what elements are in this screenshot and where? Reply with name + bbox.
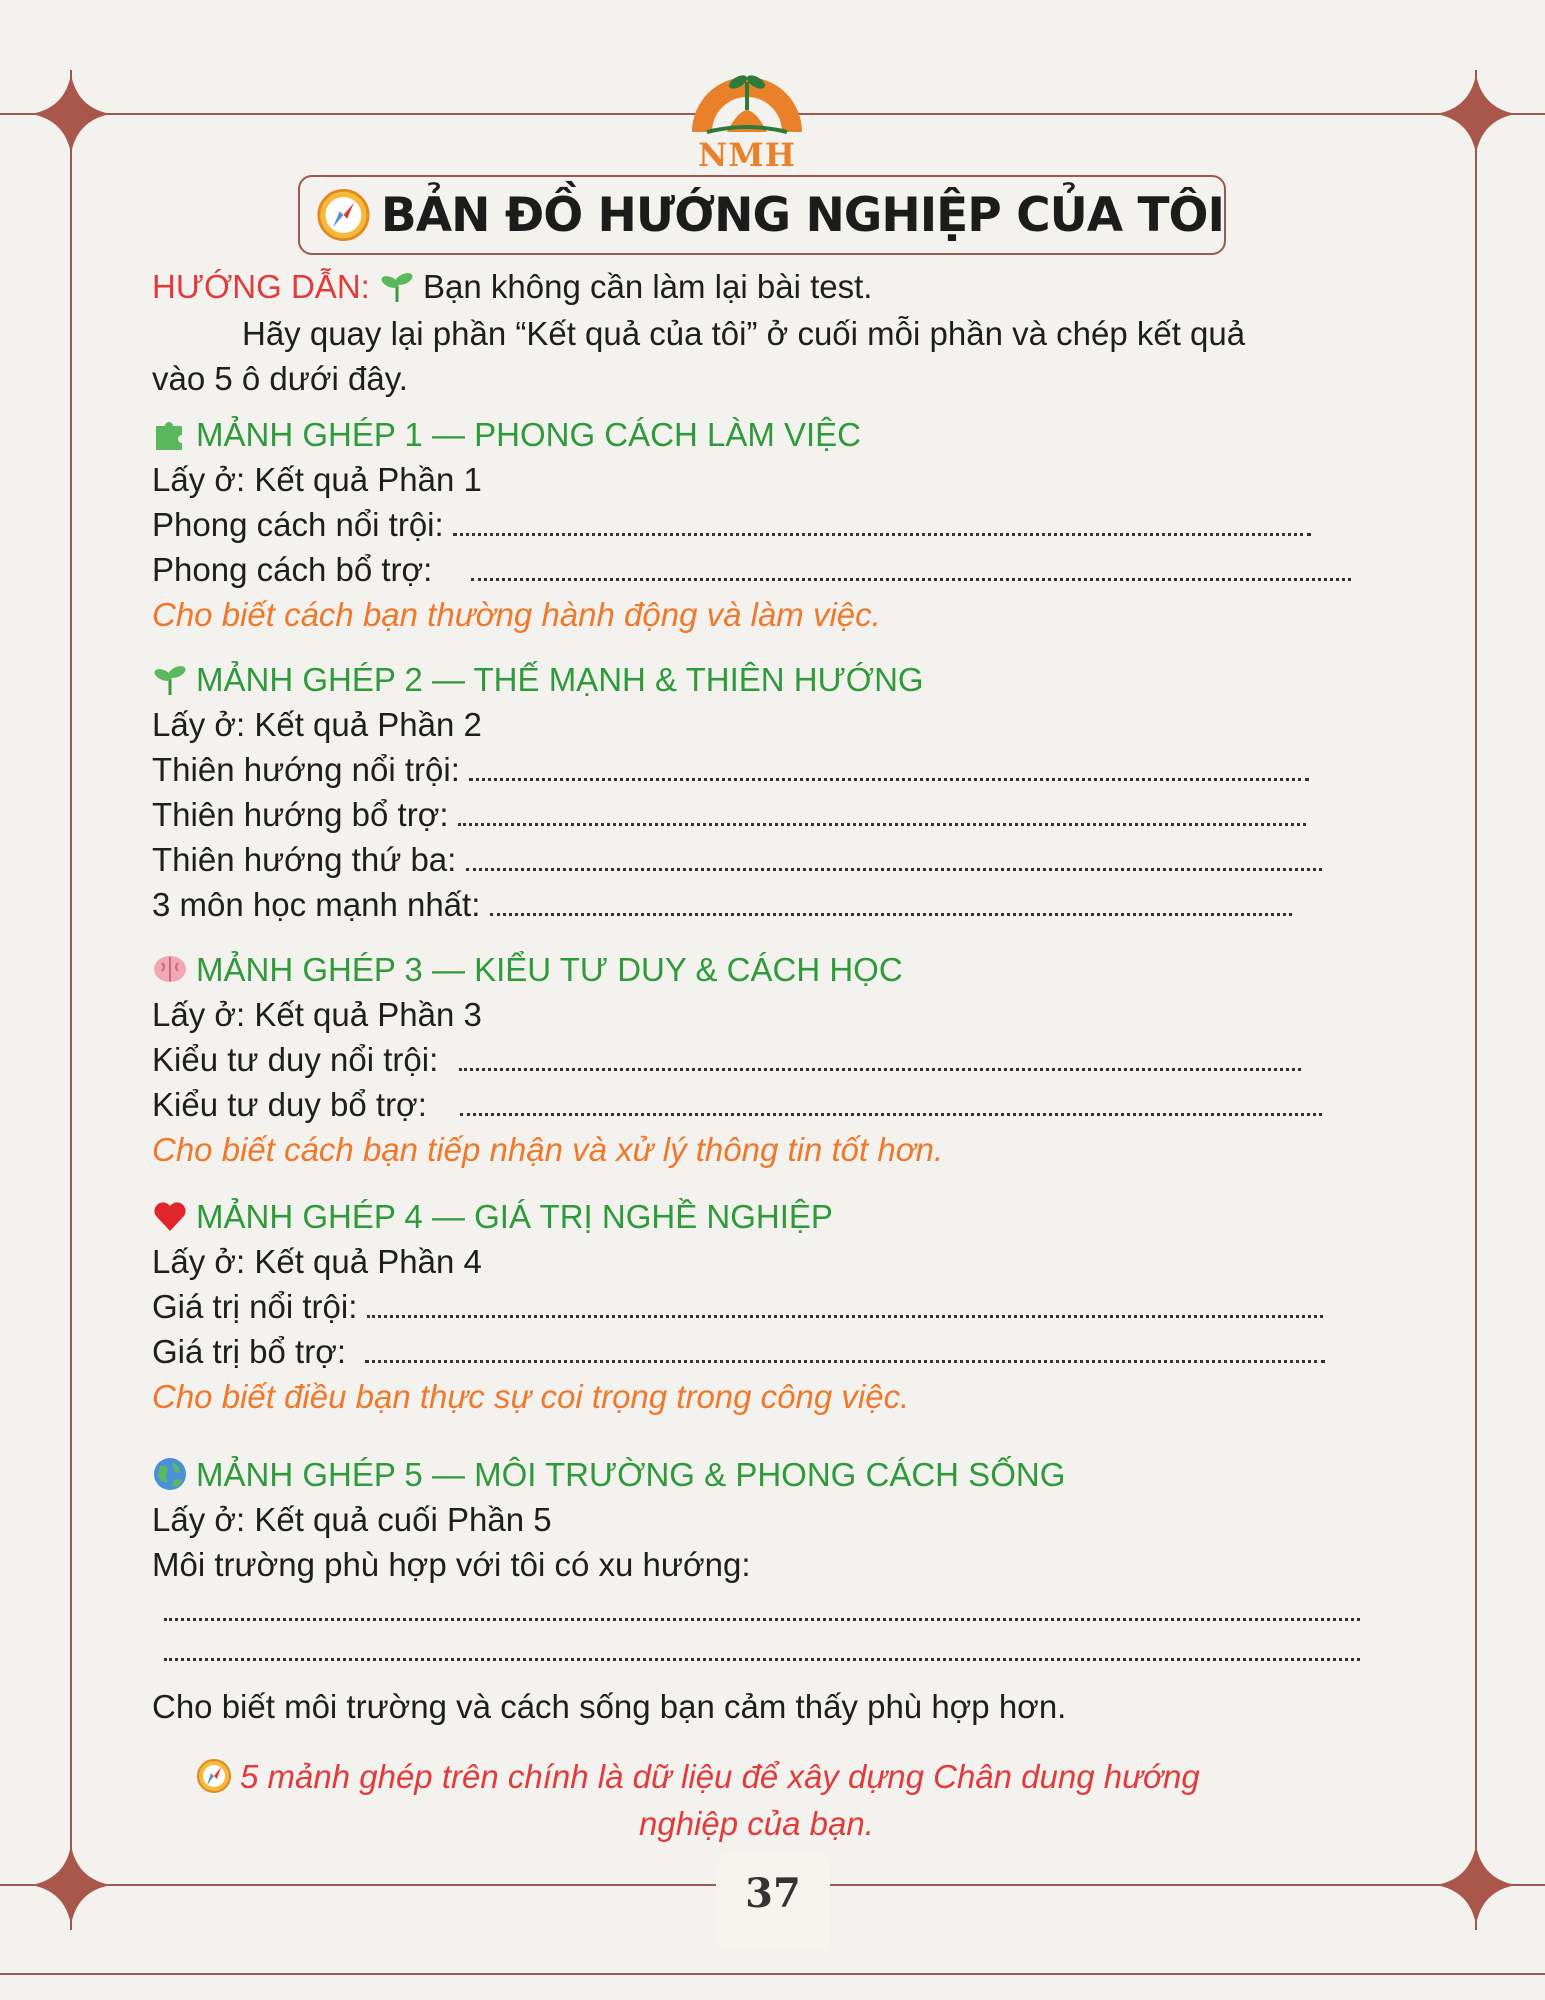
piece-3-note: Cho biết cách bạn tiếp nhận và xử lý thông tin tốt hơn. — [152, 1131, 944, 1168]
instructions-line-2: Hãy quay lại phần “Kết quả của tôi” ở cuối mỗi phần và chép kết quả — [242, 315, 1246, 352]
instructions-line-1 — [152, 268, 872, 306]
logo-sun-hand-icon — [682, 52, 812, 142]
piece-4-source: Lấy ở: Kết quả Phần 4 — [152, 1243, 482, 1280]
piece-1-field-1: Phong cách nổi trội: — [152, 506, 1311, 544]
piece-2-field-1: Thiên hướng nổi trội: — [152, 751, 1309, 789]
compass-icon — [316, 186, 371, 244]
page-number: 37 — [745, 1870, 801, 1917]
piece-2-heading: MẢNH GHÉP 2 — THẾ MẠNH & THIÊN HƯỚNG — [152, 661, 924, 699]
star-ornament-icon — [1436, 1845, 1516, 1925]
piece-3-source: Lấy ở: Kết quả Phần 3 — [152, 996, 482, 1033]
piece-2-field-4: 3 môn học mạnh nhất: — [152, 886, 1292, 924]
piece-1-source: Lấy ở: Kết quả Phần 1 — [152, 461, 482, 498]
instructions-text-1: Bạn không cần làm lại bài test. — [423, 268, 873, 305]
seedling-icon — [152, 661, 188, 697]
piece-5-blank-line-2 — [164, 1631, 1360, 1669]
frame-page-bottom-line — [0, 1973, 1545, 1975]
page-title-box — [298, 175, 1226, 255]
piece-5-blank-line-1 — [164, 1591, 1360, 1629]
piece-4-field-2: Giá trị bổ trợ: — [152, 1333, 1325, 1371]
piece-3-field-2: Kiểu tư duy bổ trợ: — [152, 1086, 1322, 1124]
piece-1-heading: MẢNH GHÉP 1 — PHONG CÁCH LÀM VIỆC — [152, 416, 861, 454]
piece-3-field-1: Kiểu tư duy nổi trội: — [152, 1041, 1301, 1079]
instructions-label: HƯỚNG DẪN: — [152, 268, 370, 305]
brain-icon — [152, 951, 188, 987]
frame-right-line — [1475, 70, 1477, 1930]
logo-text: NMH — [698, 136, 796, 174]
piece-4-heading: MẢNH GHÉP 4 — GIÁ TRỊ NGHỀ NGHIỆP — [152, 1198, 833, 1236]
piece-2-field-2: Thiên hướng bổ trợ: — [152, 796, 1306, 834]
star-ornament-icon — [31, 74, 111, 154]
piece-2-source: Lấy ở: Kết quả Phần 2 — [152, 706, 482, 743]
star-ornament-icon — [31, 1845, 111, 1925]
seedling-icon — [379, 268, 415, 304]
piece-1-note: Cho biết cách bạn thường hành động và làm việc. — [152, 596, 881, 633]
logo — [682, 52, 812, 172]
piece-4-field-1: Giá trị nổi trội: — [152, 1288, 1323, 1326]
puzzle-icon — [152, 416, 188, 452]
instructions-line-3: vào 5 ô dưới đây. — [152, 360, 408, 397]
closing-line-2: nghiệp của bạn. — [639, 1805, 874, 1842]
piece-5-field-1: Môi trường phù hợp với tôi có xu hướng: — [152, 1546, 751, 1583]
compass-icon — [196, 1758, 232, 1794]
piece-2-field-3: Thiên hướng thứ ba: — [152, 841, 1322, 879]
piece-1-field-2: Phong cách bổ trợ: — [152, 551, 1351, 589]
heart-icon — [152, 1198, 188, 1234]
globe-icon — [152, 1456, 188, 1492]
piece-5-source: Lấy ở: Kết quả cuối Phần 5 — [152, 1501, 552, 1538]
star-ornament-icon — [1436, 74, 1516, 154]
closing-line-1: 5 mảnh ghép trên chính là dữ liệu để xây dựng Chân dung hướng — [196, 1758, 1200, 1796]
piece-5-heading: MẢNH GHÉP 5 — MÔI TRƯỜNG & PHONG CÁCH SỐNG — [152, 1456, 1065, 1494]
page-title: BẢN ĐỒ HƯỚNG NGHIỆP CỦA TÔI — [380, 187, 1224, 243]
piece-3-heading: MẢNH GHÉP 3 — KIỂU TƯ DUY & CÁCH HỌC — [152, 951, 903, 989]
frame-left-line — [70, 70, 72, 1930]
piece-5-note: Cho biết môi trường và cách sống bạn cảm thấy phù hợp hơn. — [152, 1688, 1067, 1725]
piece-4-note: Cho biết điều bạn thực sự coi trọng trong công việc. — [152, 1378, 910, 1415]
